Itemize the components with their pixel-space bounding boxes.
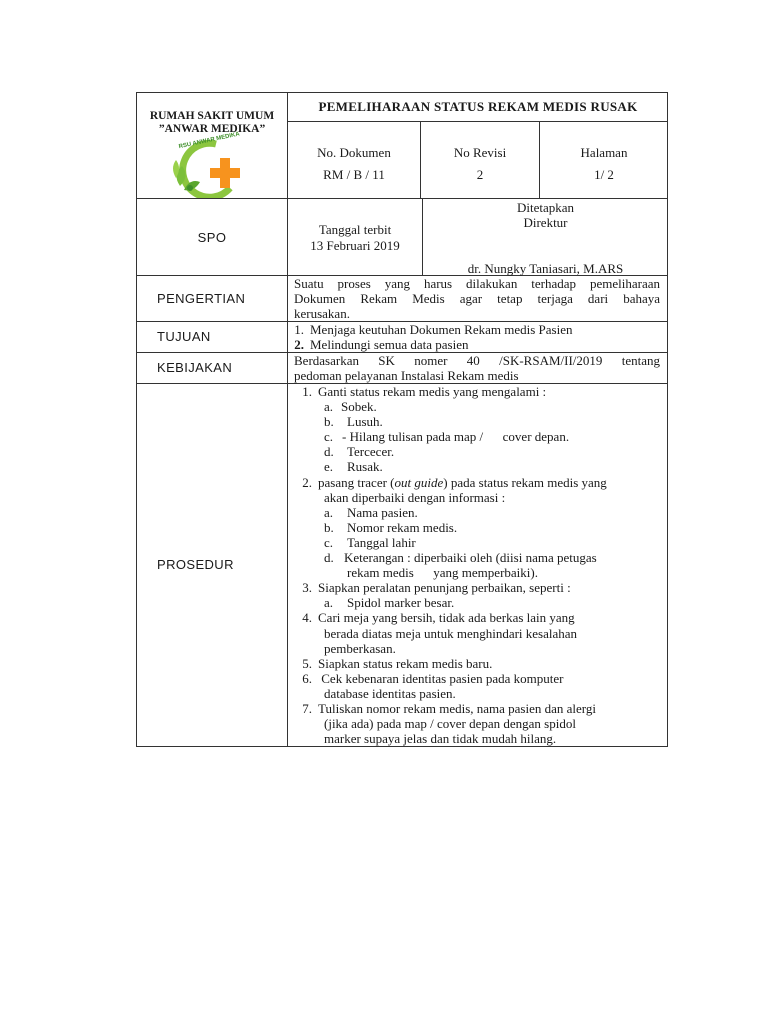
header-divider-v2 bbox=[420, 121, 421, 199]
prosedur-step-2a: a. Nama pasien. bbox=[324, 504, 418, 520]
logo-text: RSU ANWAR MEDIKA bbox=[178, 131, 241, 151]
content-divider-v bbox=[287, 198, 288, 747]
prosedur-step-7-line3: marker supaya jelas dan tidak mudah hilang. bbox=[324, 731, 557, 747]
direktur-label: Direktur bbox=[523, 215, 568, 230]
prosedur-step-6: 6. Cek kebenaran identitas pasien pada komputer bbox=[302, 670, 564, 686]
kebijakan-label: KEBIJAKAN bbox=[157, 360, 233, 375]
no-dokumen-label: No. Dokumen bbox=[317, 145, 391, 160]
prosedur-step-1a: a. Sobek. bbox=[324, 399, 377, 415]
director-name: dr. Nungky Taniasari, M.ARS bbox=[467, 261, 624, 276]
ditetapkan-label: Ditetapkan bbox=[516, 200, 575, 215]
prosedur-step-4-line2: berada diatas meja untuk menghindari kesalahan bbox=[324, 625, 578, 641]
pengertian-line-2: Dokumen Rekam Medis agar tetap terjaga dari bahaya bbox=[294, 291, 660, 306]
prosedur-step-1c: c. - Hilang tulisan pada map / cover depan. bbox=[324, 429, 570, 445]
tujuan-item-2: 2. Melindungi semua data pasien bbox=[294, 337, 469, 352]
halaman-value: 1/ 2 bbox=[594, 167, 614, 182]
halaman-label: Halaman bbox=[580, 145, 628, 160]
hospital-name bbox=[137, 110, 287, 136]
prosedur-step-3a: a. Spidol marker besar. bbox=[324, 595, 455, 611]
hospital-name-line1: RUMAH SAKIT UMUM bbox=[149, 110, 275, 122]
header-divider-v3 bbox=[539, 121, 540, 199]
kebijakan-text bbox=[294, 353, 660, 383]
tanggal-terbit-value: 13 Februari 2019 bbox=[310, 238, 400, 253]
document-title: PEMELIHARAAN STATUS REKAM MEDIS RUSAK bbox=[318, 99, 638, 114]
prosedur-step-2d-line2: rekam medis yang memperbaiki). bbox=[347, 565, 538, 581]
tujuan-item-1: 1. Menjaga keutuhan Dokumen Rekam medis Pasien bbox=[294, 322, 573, 337]
prosedur-step-7: 7. Tuliskan nomor rekam medis, nama pasien dan alergi bbox=[302, 700, 597, 716]
prosedur-step-2b: b. Nomor rekam medis. bbox=[324, 519, 458, 535]
header-divider-h bbox=[287, 121, 668, 122]
tanggal-terbit-label: Tanggal terbit bbox=[318, 222, 392, 237]
hospital-logo bbox=[168, 131, 256, 198]
prosedur-label: PROSEDUR bbox=[157, 557, 234, 572]
no-dokumen-value: RM / B / 11 bbox=[323, 167, 385, 182]
prosedur-step-2d: d. Keterangan : diperbaiki oleh (diisi nama petugas bbox=[324, 550, 597, 566]
no-revisi-label: No Revisi bbox=[453, 145, 507, 160]
prosedur-step-1b: b. Lusuh. bbox=[324, 414, 383, 430]
prosedur-step-1: 1. Ganti status rekam medis yang mengalami : bbox=[302, 384, 547, 399]
kebijakan-line-1: Berdasarkan SK nomer 40 /SK-RSAM/II/2019 tentang bbox=[294, 353, 660, 368]
prosedur-step-4-line3: pemberkasan. bbox=[324, 640, 396, 656]
spo-label: SPO bbox=[197, 230, 227, 245]
tujuan-list bbox=[288, 322, 660, 352]
no-revisi-value: 2 bbox=[476, 167, 484, 182]
pengertian-text bbox=[294, 276, 660, 321]
prosedur-step-2-line2: akan diperbaiki dengan informasi : bbox=[324, 489, 506, 505]
hospital-name-line2: ”ANWAR MEDIKA” bbox=[158, 123, 266, 135]
tujuan-label: TUJUAN bbox=[157, 329, 211, 344]
prosedur-step-2c: c. Tanggal lahir bbox=[324, 534, 416, 550]
pengertian-label: PENGERTIAN bbox=[157, 291, 246, 306]
pengertian-line-3: kerusakan. bbox=[294, 306, 350, 321]
prosedur-step-6-line2: database identitas pasien. bbox=[324, 685, 456, 701]
prosedur-step-2: 2. pasang tracer (out guide) pada status rekam medis yang bbox=[302, 474, 607, 490]
prosedur-step-4: 4. Cari meja yang bersih, tidak ada berkas lain yang bbox=[302, 610, 575, 626]
prosedur-step-5: 5. Siapkan status rekam medis baru. bbox=[302, 655, 493, 671]
pengertian-line-1: Suatu proses yang harus dilakukan terhadap pemeliharaan bbox=[294, 276, 660, 291]
prosedur-list bbox=[295, 384, 665, 746]
prosedur-step-7-line2: (jika ada) pada map / cover depan dengan spidol bbox=[324, 716, 576, 732]
kebijakan-line-2: pedoman pelayanan Instalasi Rekam medis bbox=[294, 368, 519, 383]
prosedur-step-1d: d. Tercecer. bbox=[324, 444, 395, 460]
prosedur-step-1e: e. Rusak. bbox=[324, 459, 383, 475]
prosedur-step-3: 3. Siapkan peralatan penunjang perbaikan, seperti : bbox=[302, 580, 571, 596]
